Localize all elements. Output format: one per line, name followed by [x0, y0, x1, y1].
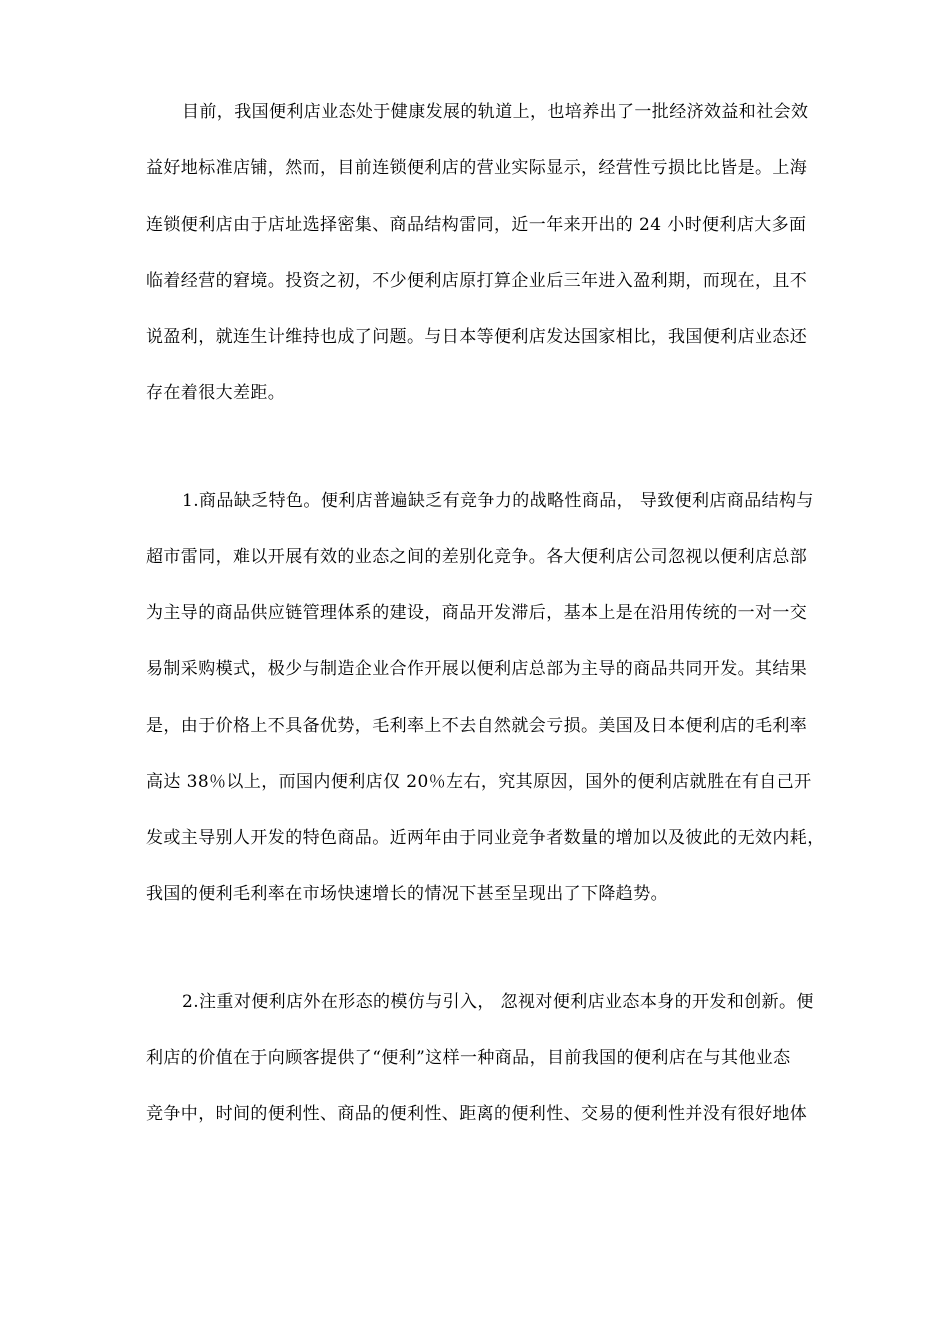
paragraph-1-line-2: 益好地标准店铺，然而，目前连锁便利店的营业实际显示，经营性亏损比比皆是。上海 [146, 158, 808, 179]
paragraph-2-line-4: 易制采购模式，极少与制造企业合作开展以便利店总部为主导的商品共同开发。其结果 [146, 659, 808, 680]
paragraph-2-line-6: 高达 38％以上，而国内便利店仅 20％左右，究其原因，国外的便利店就胜在有自己开 [146, 771, 812, 792]
paragraph-2-line-3: 为主导的商品供应链管理体系的建设，商品开发滞后，基本上是在沿用传统的一对一交 [146, 603, 808, 623]
document-body [146, 97, 886, 1155]
paragraph-2-line-2: 超市雷同，难以开展有效的业态之间的差别化竞争。各大便利店公司忽视以便利店总部 [146, 546, 808, 567]
paragraph-2-line-5: 是，由于价格上不具备优势，毛利率上不去自然就会亏损。美国及日本便利店的毛利率 [146, 715, 808, 736]
paragraph-1-line-3: 连锁便利店由于店址选择密集、商品结构雷同，近一年来开出的 24 小时便利店大多面 [146, 214, 807, 235]
paragraph-3-line-1: 2.注重对便利店外在形态的模仿与引入， 忽视对便利店业态本身的开发和创新。便 [182, 991, 814, 1012]
paragraph-2-line-1: 1.商品缺乏特色。便利店普遍缺乏有竞争力的战略性商品， 导致便利店商品结构与 [182, 490, 814, 511]
paragraph-1-line-5: 说盈利，就连生计维持也成了问题。与日本等便利店发达国家相比，我国便利店业态还 [146, 327, 808, 347]
paragraph-3-line-2: 利店的价值在于向顾客提供了“便利”这样一种商品，目前我国的便利店在与其他业态 [146, 1047, 791, 1068]
paragraph-1-line-1: 目前，我国便利店业态处于健康发展的轨道上，也培养出了一批经济效益和社会效 [182, 102, 809, 122]
paragraph-gap [146, 435, 886, 486]
paragraph-1-line-4: 临着经营的窘境。投资之初，不少便利店原打算企业后三年进入盈利期，而现在，且不 [146, 270, 808, 291]
paragraph-3-line-3: 竞争中，时间的便利性、商品的便利性、距离的便利性、交易的便利性并没有很好地体 [146, 1104, 808, 1124]
paragraph-2-line-8: 我国的便利毛利率在市场快速增长的情况下甚至呈现出了下降趋势。 [146, 884, 668, 905]
paragraph-gap [146, 936, 886, 987]
paragraph-2-line-7: 发或主导别人开发的特色商品。近两年由于同业竞争者数量的增加以及彼此的无效内耗， [146, 828, 825, 848]
paragraph-1-line-6: 存在着很大差距。 [146, 383, 286, 404]
